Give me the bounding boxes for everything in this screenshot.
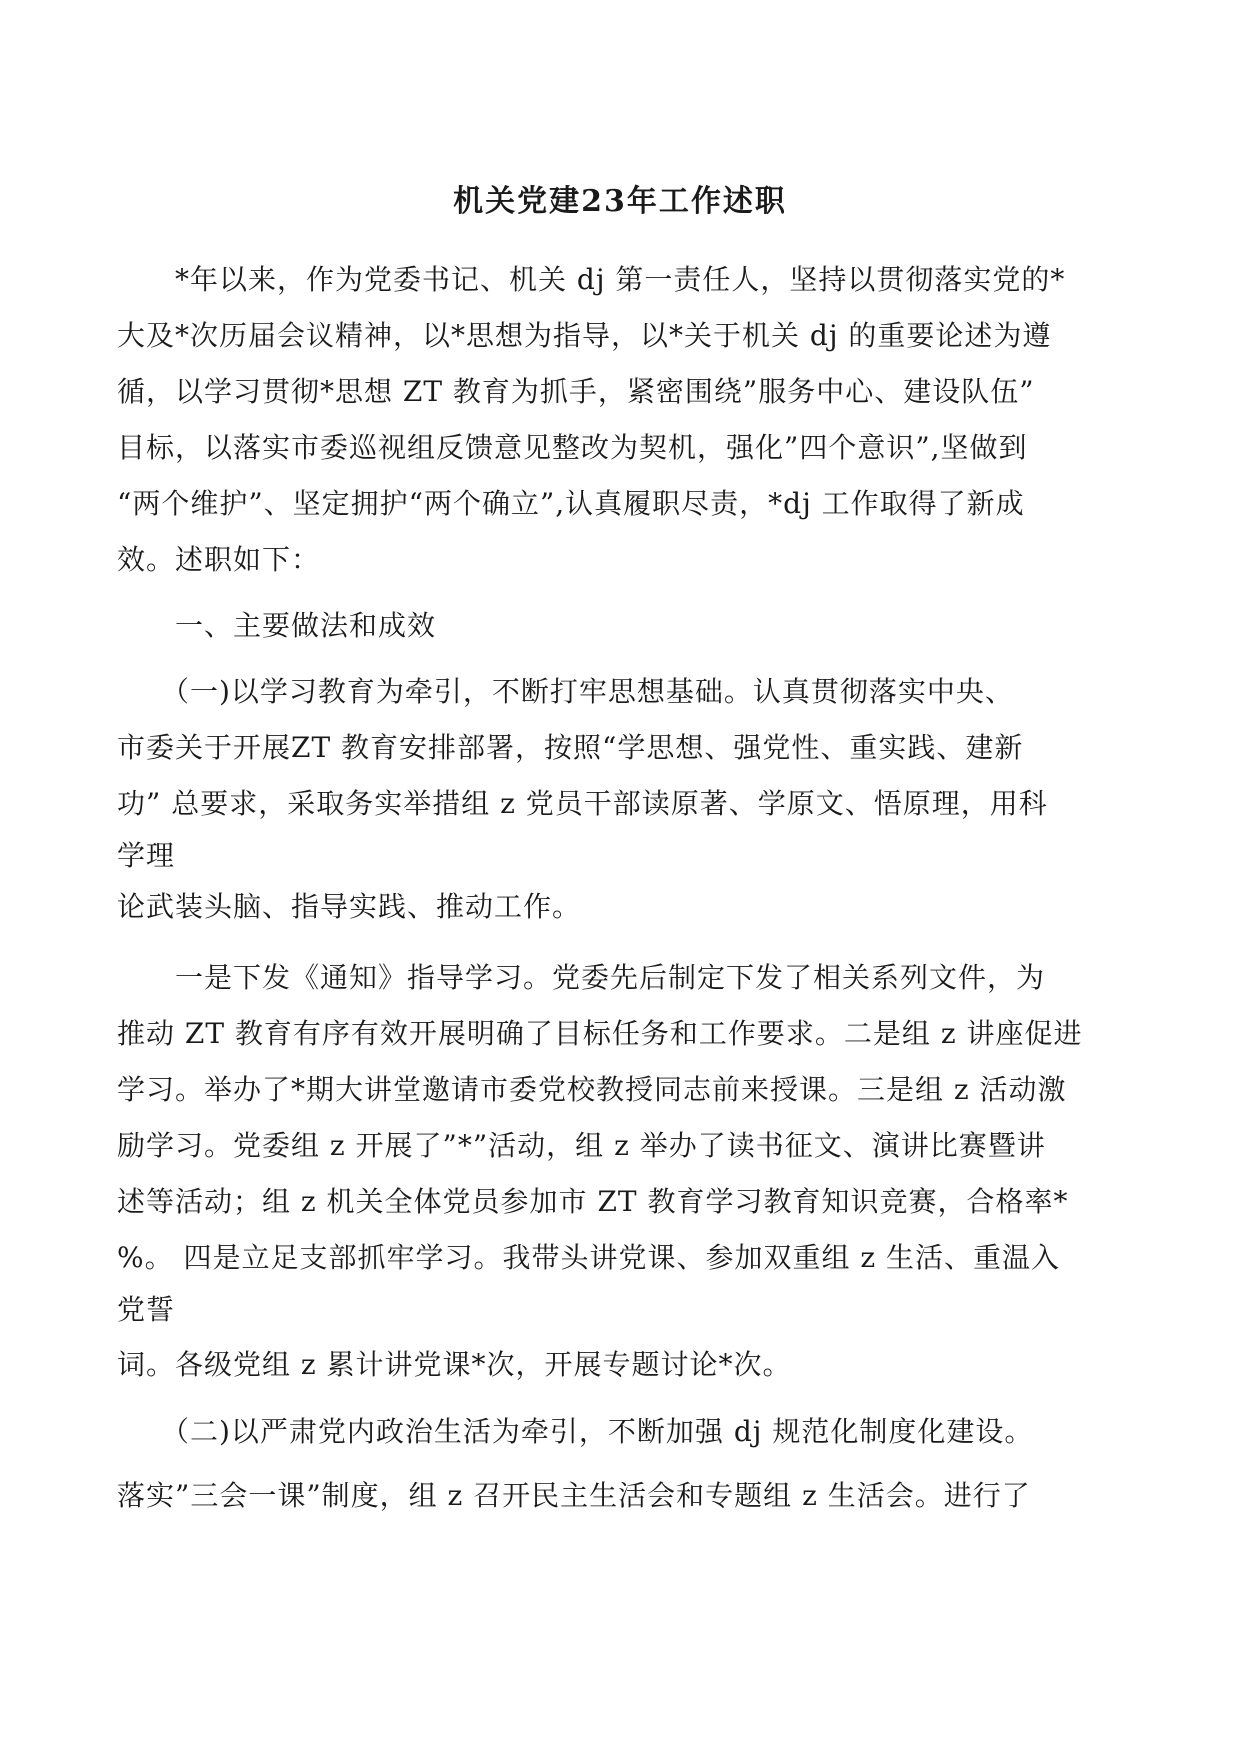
body-line: 党誓	[117, 1293, 176, 1326]
body-line: 效。述职如下：	[117, 543, 321, 576]
body-line: 循，以学习贯彻*思想 ZT 教育为抓手，紧密围绕”服务中心、建设队伍”	[117, 375, 1035, 408]
body-line: 论武装头脑、指导实践、推动工作。	[117, 890, 582, 923]
section-heading: 一、主要做法和成效	[117, 609, 437, 642]
body-line: 励学习。党委组 z 开展了”*”活动，组 z 举办了读书征文、演讲比赛暨讲	[117, 1129, 1046, 1162]
body-line: %。 四是立足支部抓牢学习。我带头讲党课、参加双重组 z 生活、重温入	[117, 1241, 1061, 1274]
body-line: 目标，以落实市委巡视组反馈意见整改为契机，强化”四个意识”,坚做到	[117, 431, 1028, 464]
body-line: 推动 ZT 教育有序有效开展明确了目标任务和工作要求。二是组 z 讲座促进	[117, 1017, 1083, 1050]
body-line: 一是下发《通知》指导学习。党委先后制定下发了相关系列文件，为	[117, 961, 1046, 994]
body-line: *年以来，作为党委书记、机关 dj 第一责任人，坚持以贯彻落实党的*	[117, 263, 1066, 296]
body-line: 学理	[117, 839, 176, 872]
body-line: 功” 总要求，采取务实举措组 z 党员干部读原著、学原文、悟原理，用科	[117, 787, 1048, 820]
subsection-heading: （二)以严肃党内政治生活为牵引，不断加强 dj 规范化制度化建设。	[117, 1415, 1034, 1448]
body-line: 学习。举办了*期大讲堂邀请市委党校教授同志前来授课。三是组 z 活动激	[117, 1073, 1067, 1106]
document-title: 机关党建23年工作述职	[453, 184, 787, 219]
body-line: 述等活动；组 z 机关全体党员参加市 ZT 教育学习教育知识竞赛，合格率*	[117, 1185, 1069, 1218]
body-line: “两个维护”、坚定拥护“两个确立”,认真履职尽责，*dj 工作取得了新成	[117, 487, 1025, 520]
body-line: 落实”三会一课”制度，组 z 召开民主生活会和专题组 z 生活会。进行了	[117, 1479, 1031, 1512]
subsection-heading: （一)以学习教育为牵引，不断打牢思想基础。认真贯彻落实中央、	[117, 675, 1014, 708]
body-line: 市委关于开展ZT 教育安排部署，按照“学思想、强党性、重实践、建新	[117, 731, 1024, 764]
body-line: 大及*次历届会议精神，以*思想为指导，以*关于机关 dj 的重要论述为遵	[117, 319, 1052, 352]
body-line: 词。各级党组 z 累计讲党课*次，开展专题讨论*次。	[117, 1348, 792, 1381]
